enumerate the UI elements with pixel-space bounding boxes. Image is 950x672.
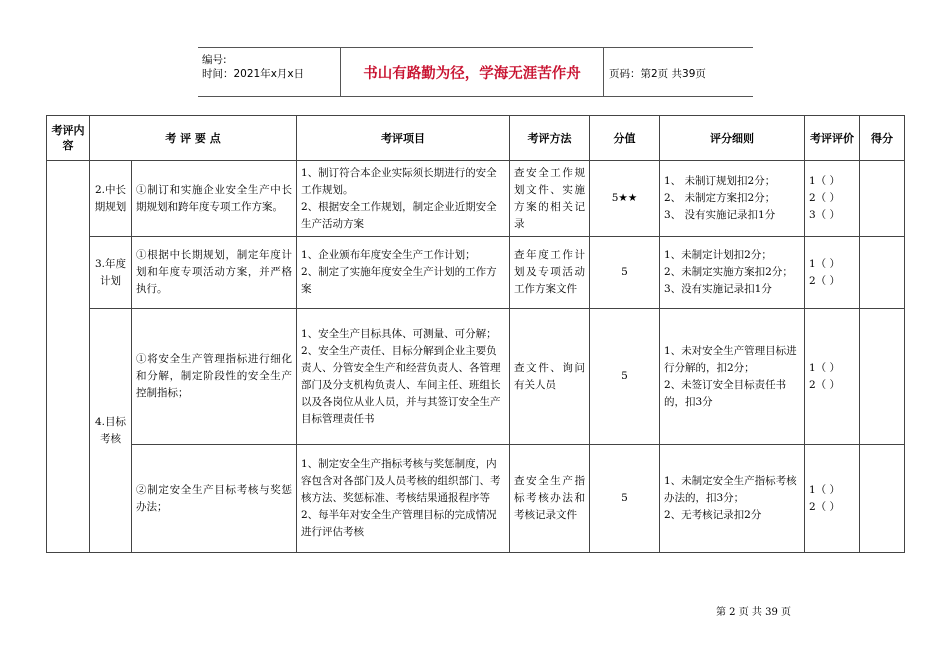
rules-cell: 1、未制定安全生产指标考核办法的，扣3分； 2、无考核记录扣2分: [660, 445, 805, 553]
project-cell: 1、制订符合本企业实际须长期进行的安全工作规划。 2、根据安全工作规划，制定企业近期安全生产活动方案: [297, 161, 510, 237]
point-cell: ②制定安全生产目标考核与奖惩办法；: [132, 445, 297, 553]
evaluation-cell: 1（ ） 2（ ）: [805, 309, 860, 445]
project-cell: 1、企业颁布年度安全生产工作计划； 2、制定了实施年度安全生产计划的工作方案: [297, 237, 510, 309]
document-header: [198, 47, 753, 97]
header-page-code: 页码：第2页 共39页: [609, 68, 706, 80]
header-meta-cell: [198, 48, 340, 96]
score-cell: 5★★: [590, 161, 660, 237]
score-cell: 5: [590, 237, 660, 309]
col-header-content: 考评内容: [47, 116, 90, 161]
table-row: [47, 161, 905, 237]
item-cell: 2.中长期规划: [90, 161, 132, 237]
final-score-cell: [860, 445, 905, 553]
document-time-label: 时间：2021年x月x日: [202, 68, 305, 80]
item-cell: 3.年度计划: [90, 237, 132, 309]
col-header-evaluation: 考评评价: [805, 116, 860, 161]
table-header-row: [47, 116, 905, 161]
method-cell: 查安全生产指标考核办法和考核记录文件: [510, 445, 590, 553]
col-header-rules: 评分细则: [660, 116, 805, 161]
evaluation-cell: 1（ ） 2（ ）: [805, 445, 860, 553]
project-cell: 1、安全生产目标具体、可测量、可分解； 2、安全生产责任、目标分解到企业主要负责人、分管安全生产和经营负责人、各管理部门及分支机构负责人、车间主任、班组长以及各岗位从业人员，并与其签订安全生产目标管理责任书: [297, 309, 510, 445]
table-row: [47, 237, 905, 309]
score-cell: 5: [590, 309, 660, 445]
rules-cell: 1、 未制订规划扣2分； 2、 未制定方案扣2分； 3、 没有实施记录扣1分: [660, 161, 805, 237]
point-cell: ①制订和实施企业安全生产中长期规划和跨年度专项工作方案。: [132, 161, 297, 237]
col-header-method: 考评方法: [510, 116, 590, 161]
header-page-cell: [603, 48, 753, 96]
method-cell: 查年度工作计划及专项活动工作方案文件: [510, 237, 590, 309]
header-motto: 书山有路勤为径，学海无涯苦作舟: [363, 66, 581, 82]
col-header-points: 考 评 要 点: [90, 116, 297, 161]
score-cell: 5: [590, 445, 660, 553]
evaluation-table: [46, 115, 905, 553]
content-cell: [47, 161, 90, 553]
point-cell: ①根据中长期规划，制定年度计划和年度专项活动方案，并严格执行。: [132, 237, 297, 309]
document-number-label: 编号:: [202, 54, 227, 66]
final-score-cell: [860, 309, 905, 445]
header-motto-cell: [340, 48, 604, 96]
col-header-project: 考评项目: [297, 116, 510, 161]
rules-cell: 1、未制定计划扣2分； 2、未制定实施方案扣2分； 3、没有实施记录扣1分: [660, 237, 805, 309]
project-cell: 1、制定安全生产指标考核与奖惩制度，内容包含对各部门及人员考核的组织部门、考核方法、奖惩标准、考核结果通报程序等 2、每半年对安全生产管理目标的完成情况进行评估考核: [297, 445, 510, 553]
method-cell: 查安全工作规划文件、实施方案的相关记录: [510, 161, 590, 237]
rules-cell: 1、未对安全生产管理目标进行分解的，扣2分； 2、未签订安全目标责任书的，扣3分: [660, 309, 805, 445]
final-score-cell: [860, 237, 905, 309]
col-header-final-score: 得分: [860, 116, 905, 161]
col-header-score: 分值: [590, 116, 660, 161]
page-footer: 第 2 页 共 39 页: [716, 607, 791, 618]
item-cell: 4.目标考核: [90, 309, 132, 553]
table-row: [47, 445, 905, 553]
method-cell: 查文件、询问有关人员: [510, 309, 590, 445]
evaluation-cell: 1（ ） 2（ ） 3（ ）: [805, 161, 860, 237]
table-row: [47, 309, 905, 445]
point-cell: ①将安全生产管理指标进行细化和分解，制定阶段性的安全生产控制指标；: [132, 309, 297, 445]
evaluation-cell: 1（ ） 2（ ）: [805, 237, 860, 309]
final-score-cell: [860, 161, 905, 237]
